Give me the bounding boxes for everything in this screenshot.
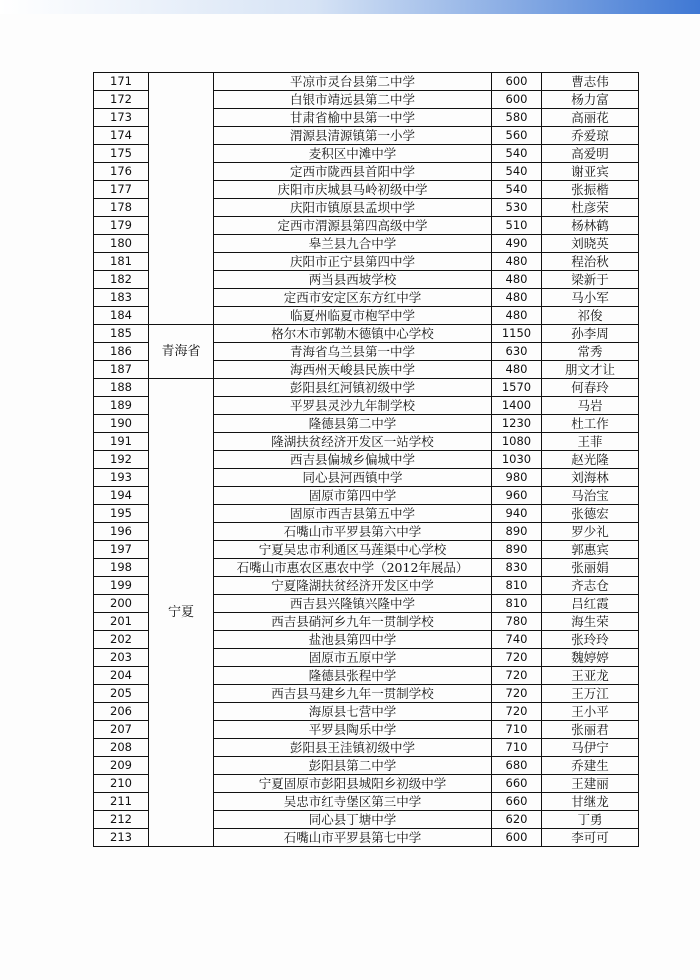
school-name: 格尔木市郭勒木德镇中心学校 <box>214 325 492 343</box>
amount: 600 <box>492 829 542 847</box>
school-name: 宁夏隆湖扶贫经济开发区中学 <box>214 577 492 595</box>
row-number: 176 <box>94 163 149 181</box>
school-name: 定西市渭源县第四高级中学 <box>214 217 492 235</box>
row-number: 205 <box>94 685 149 703</box>
row-number: 178 <box>94 199 149 217</box>
school-name: 渭源县清源镇第一小学 <box>214 127 492 145</box>
amount: 480 <box>492 289 542 307</box>
school-name: 西吉县马建乡九年一贯制学校 <box>214 685 492 703</box>
row-number: 196 <box>94 523 149 541</box>
contact-person: 马岩 <box>542 397 639 415</box>
amount: 720 <box>492 685 542 703</box>
amount: 600 <box>492 73 542 91</box>
school-name: 定西市陇西县首阳中学 <box>214 163 492 181</box>
contact-person: 高丽花 <box>542 109 639 127</box>
row-number: 177 <box>94 181 149 199</box>
row-number: 202 <box>94 631 149 649</box>
row-number: 172 <box>94 91 149 109</box>
school-name: 彭阳县第二中学 <box>214 757 492 775</box>
contact-person: 李可可 <box>542 829 639 847</box>
row-number: 184 <box>94 307 149 325</box>
province-cell-gansu <box>149 73 214 325</box>
amount: 960 <box>492 487 542 505</box>
amount: 480 <box>492 271 542 289</box>
school-name: 石嘴山市惠农区惠农中学（2012年展品） <box>214 559 492 577</box>
amount: 720 <box>492 667 542 685</box>
row-number: 187 <box>94 361 149 379</box>
contact-person: 朋文才让 <box>542 361 639 379</box>
amount: 890 <box>492 541 542 559</box>
donation-table-body <box>94 73 639 847</box>
school-name: 吴忠市红寺堡区第三中学 <box>214 793 492 811</box>
contact-person: 乔建生 <box>542 757 639 775</box>
school-name: 平罗县陶乐中学 <box>214 721 492 739</box>
school-name: 固原市第四中学 <box>214 487 492 505</box>
school-name: 隆湖扶贫经济开发区一站学校 <box>214 433 492 451</box>
school-name: 固原市西吉县第五中学 <box>214 505 492 523</box>
contact-person: 吕红霞 <box>542 595 639 613</box>
contact-person: 马小军 <box>542 289 639 307</box>
contact-person: 乔爱琼 <box>542 127 639 145</box>
contact-person: 高爱明 <box>542 145 639 163</box>
row-number: 173 <box>94 109 149 127</box>
amount: 980 <box>492 469 542 487</box>
contact-person: 齐志仓 <box>542 577 639 595</box>
contact-person: 张丽娟 <box>542 559 639 577</box>
contact-person: 张丽君 <box>542 721 639 739</box>
row-number: 180 <box>94 235 149 253</box>
amount: 720 <box>492 703 542 721</box>
province-cell-qinghai: 青海省 <box>149 325 214 379</box>
contact-person: 刘海林 <box>542 469 639 487</box>
amount: 630 <box>492 343 542 361</box>
amount: 680 <box>492 757 542 775</box>
contact-person: 梁新于 <box>542 271 639 289</box>
donation-table <box>93 72 639 847</box>
school-name: 彭阳县王洼镇初级中学 <box>214 739 492 757</box>
contact-person: 何春玲 <box>542 379 639 397</box>
contact-person: 杜工作 <box>542 415 639 433</box>
contact-person: 张振楷 <box>542 181 639 199</box>
amount: 510 <box>492 217 542 235</box>
contact-person: 张德宏 <box>542 505 639 523</box>
amount: 540 <box>492 145 542 163</box>
row-number: 203 <box>94 649 149 667</box>
row-number: 192 <box>94 451 149 469</box>
contact-person: 孙李周 <box>542 325 639 343</box>
row-number: 188 <box>94 379 149 397</box>
school-name: 石嘴山市平罗县第七中学 <box>214 829 492 847</box>
school-name: 庆阳市镇原县孟坝中学 <box>214 199 492 217</box>
amount: 1030 <box>492 451 542 469</box>
amount: 780 <box>492 613 542 631</box>
contact-person: 王万江 <box>542 685 639 703</box>
amount: 1400 <box>492 397 542 415</box>
contact-person: 曹志伟 <box>542 73 639 91</box>
province-cell-ningxia: 宁夏 <box>149 379 214 847</box>
contact-person: 罗少礼 <box>542 523 639 541</box>
contact-person: 王小平 <box>542 703 639 721</box>
school-name: 宁夏吴忠市利通区马莲渠中心学校 <box>214 541 492 559</box>
school-name: 白银市靖远县第二中学 <box>214 91 492 109</box>
amount: 480 <box>492 253 542 271</box>
amount: 940 <box>492 505 542 523</box>
contact-person: 赵光隆 <box>542 451 639 469</box>
row-number: 211 <box>94 793 149 811</box>
amount: 660 <box>492 793 542 811</box>
amount: 1230 <box>492 415 542 433</box>
contact-person: 谢亚宾 <box>542 163 639 181</box>
school-name: 庆阳市正宁县第四中学 <box>214 253 492 271</box>
row-number: 195 <box>94 505 149 523</box>
row-number: 198 <box>94 559 149 577</box>
row-number: 210 <box>94 775 149 793</box>
contact-person: 甘继龙 <box>542 793 639 811</box>
row-number: 200 <box>94 595 149 613</box>
school-name: 隆德县张程中学 <box>214 667 492 685</box>
amount: 480 <box>492 307 542 325</box>
amount: 540 <box>492 163 542 181</box>
school-name: 皋兰县九合中学 <box>214 235 492 253</box>
amount: 540 <box>492 181 542 199</box>
row-number: 208 <box>94 739 149 757</box>
contact-person: 张玲玲 <box>542 631 639 649</box>
row-number: 194 <box>94 487 149 505</box>
row-number: 206 <box>94 703 149 721</box>
row-number: 189 <box>94 397 149 415</box>
table-row <box>94 379 639 397</box>
row-number: 199 <box>94 577 149 595</box>
amount: 830 <box>492 559 542 577</box>
contact-person: 郭惠宾 <box>542 541 639 559</box>
row-number: 197 <box>94 541 149 559</box>
row-number: 171 <box>94 73 149 91</box>
school-name: 隆德县第二中学 <box>214 415 492 433</box>
amount: 490 <box>492 235 542 253</box>
school-name: 海原县七营中学 <box>214 703 492 721</box>
amount: 1150 <box>492 325 542 343</box>
row-number: 186 <box>94 343 149 361</box>
contact-person: 马治宝 <box>542 487 639 505</box>
amount: 810 <box>492 595 542 613</box>
row-number: 209 <box>94 757 149 775</box>
amount: 480 <box>492 361 542 379</box>
amount: 620 <box>492 811 542 829</box>
contact-person: 祁俊 <box>542 307 639 325</box>
amount: 600 <box>492 91 542 109</box>
contact-person: 王亚龙 <box>542 667 639 685</box>
amount: 560 <box>492 127 542 145</box>
row-number: 183 <box>94 289 149 307</box>
contact-person: 王建丽 <box>542 775 639 793</box>
contact-person: 王菲 <box>542 433 639 451</box>
row-number: 181 <box>94 253 149 271</box>
amount: 740 <box>492 631 542 649</box>
table-row <box>94 325 639 343</box>
school-name: 临夏州临夏市枹罕中学 <box>214 307 492 325</box>
school-name: 石嘴山市平罗县第六中学 <box>214 523 492 541</box>
contact-person: 丁勇 <box>542 811 639 829</box>
school-name: 西吉县硝河乡九年一贯制学校 <box>214 613 492 631</box>
school-name: 盐池县第四中学 <box>214 631 492 649</box>
contact-person: 杨林鹤 <box>542 217 639 235</box>
contact-person: 杨力富 <box>542 91 639 109</box>
amount: 710 <box>492 739 542 757</box>
row-number: 174 <box>94 127 149 145</box>
school-name: 两当县西坡学校 <box>214 271 492 289</box>
row-number: 179 <box>94 217 149 235</box>
contact-person: 马伊宁 <box>542 739 639 757</box>
row-number: 185 <box>94 325 149 343</box>
school-name: 青海省乌兰县第一中学 <box>214 343 492 361</box>
row-number: 193 <box>94 469 149 487</box>
school-name: 定西市安定区东方红中学 <box>214 289 492 307</box>
school-name: 宁夏固原市彭阳县城阳乡初级中学 <box>214 775 492 793</box>
school-name: 庆阳市庆城县马岭初级中学 <box>214 181 492 199</box>
row-number: 182 <box>94 271 149 289</box>
school-name: 固原市五原中学 <box>214 649 492 667</box>
school-name: 麦积区中滩中学 <box>214 145 492 163</box>
amount: 810 <box>492 577 542 595</box>
row-number: 204 <box>94 667 149 685</box>
school-name: 海西州天峻县民族中学 <box>214 361 492 379</box>
row-number: 175 <box>94 145 149 163</box>
school-name: 西吉县兴隆镇兴隆中学 <box>214 595 492 613</box>
amount: 710 <box>492 721 542 739</box>
school-name: 甘肃省榆中县第一中学 <box>214 109 492 127</box>
amount: 890 <box>492 523 542 541</box>
amount: 580 <box>492 109 542 127</box>
contact-person: 程治秋 <box>542 253 639 271</box>
row-number: 190 <box>94 415 149 433</box>
contact-person: 魏婷婷 <box>542 649 639 667</box>
school-name: 平凉市灵台县第二中学 <box>214 73 492 91</box>
top-scan-band <box>0 0 700 14</box>
contact-person: 海生荣 <box>542 613 639 631</box>
row-number: 213 <box>94 829 149 847</box>
school-name: 彭阳县红河镇初级中学 <box>214 379 492 397</box>
contact-person: 刘晓英 <box>542 235 639 253</box>
row-number: 207 <box>94 721 149 739</box>
school-name: 同心县丁塘中学 <box>214 811 492 829</box>
school-name: 平罗县灵沙九年制学校 <box>214 397 492 415</box>
amount: 1570 <box>492 379 542 397</box>
amount: 720 <box>492 649 542 667</box>
amount: 660 <box>492 775 542 793</box>
amount: 1080 <box>492 433 542 451</box>
row-number: 201 <box>94 613 149 631</box>
school-name: 同心县河西镇中学 <box>214 469 492 487</box>
amount: 530 <box>492 199 542 217</box>
contact-person: 杜彦荣 <box>542 199 639 217</box>
row-number: 212 <box>94 811 149 829</box>
contact-person: 常秀 <box>542 343 639 361</box>
row-number: 191 <box>94 433 149 451</box>
table-row <box>94 73 639 91</box>
school-name: 西吉县偏城乡偏城中学 <box>214 451 492 469</box>
